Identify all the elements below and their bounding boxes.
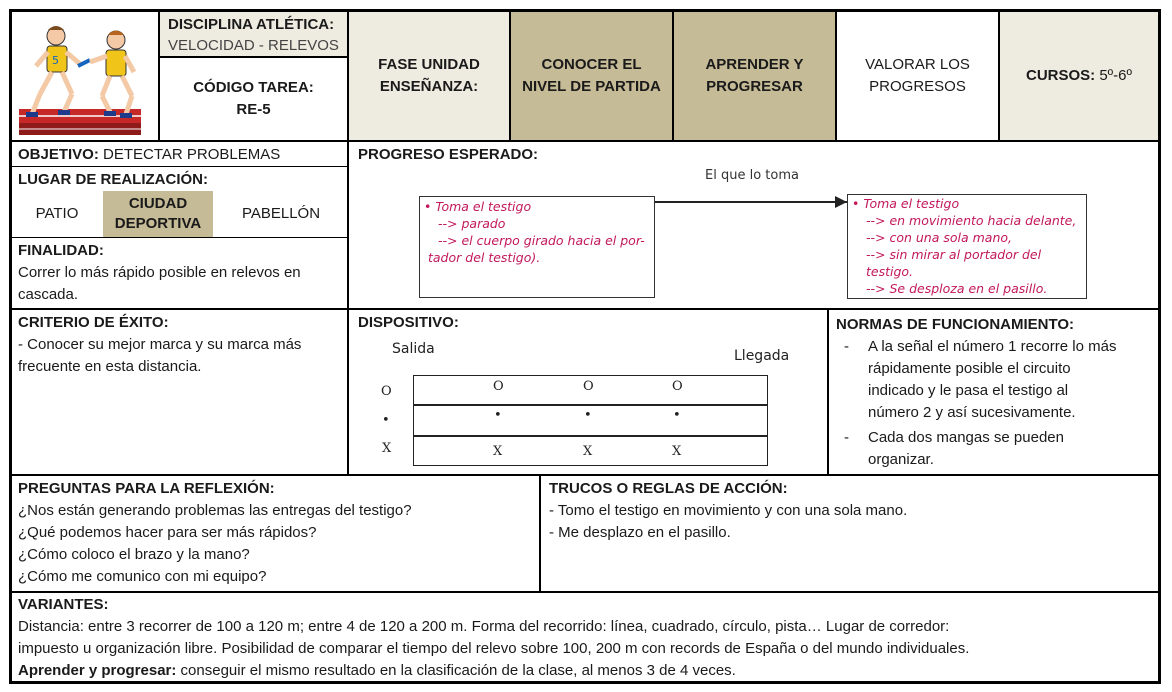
runner-marker: O [493, 379, 504, 394]
objective-label: OBJETIVO: [18, 146, 99, 163]
progress-box-before [419, 196, 655, 298]
phase-option-line: PROGRESOS [869, 78, 966, 95]
code-label: CÓDIGO TAREA: [193, 79, 314, 96]
divider [9, 308, 1161, 310]
runner-marker: O [672, 379, 683, 394]
trick-item: - Tomo el testigo en movimiento y con una sola mano. [549, 502, 908, 519]
divider [9, 140, 1161, 142]
success-line: frecuente en esta distancia. [18, 358, 202, 375]
progress-line: tador del testigo). [428, 250, 541, 265]
progress-line: --> el cuerpo girado hacia el por- [438, 233, 645, 248]
progress-line: --> con una sola mano, [866, 230, 1013, 245]
phase-option-valorar[interactable] [837, 12, 998, 140]
progress-line: • Toma el testigo [852, 196, 960, 211]
objective-value: DETECTAR PROBLEMAS [103, 146, 281, 163]
phase-option-line: APRENDER Y [705, 56, 804, 73]
place-option-line: DEPORTIVA [114, 215, 202, 232]
runner-marker: X [672, 444, 682, 459]
runner-marker: • [584, 408, 592, 423]
progress-line: --> Se desploza en el pasillo. [866, 281, 1048, 296]
purpose-line: cascada. [18, 286, 79, 303]
device-label: DISPOSITIVO: [358, 314, 459, 331]
progress-line: --> parado [438, 216, 506, 231]
purpose-label: FINALIDAD: [18, 242, 104, 259]
phase-label-line: FASE UNIDAD [378, 56, 480, 73]
divider [9, 591, 1161, 593]
divider [347, 140, 349, 474]
variants-line3-text: conseguir el mismo resultado en la clasificación de la clase, al menos 3 de 4 veces. [176, 662, 736, 679]
phase-option-line: CONOCER EL [541, 56, 642, 73]
courses-value: 5º-6º [1099, 67, 1132, 84]
rules-line: rápidamente posible el circuito [868, 360, 1071, 377]
start-label: Salida [392, 341, 435, 357]
discipline-value: VELOCIDAD - RELEVOS [168, 37, 339, 54]
arrow-caption: El que lo toma [705, 168, 799, 183]
divider [12, 237, 347, 238]
runner-marker: • [382, 413, 390, 428]
success-line: - Conocer su mejor marca y su marca más [18, 336, 302, 353]
trick-item: - Me desplazo en el pasillo. [549, 524, 731, 541]
svg-text:5: 5 [52, 54, 59, 67]
phase-option-line: NIVEL DE PARTIDA [522, 78, 661, 95]
runner-marker: • [673, 408, 681, 423]
code-value: RE-5 [236, 101, 271, 118]
divider [9, 474, 1161, 476]
divider [827, 308, 829, 474]
objective [18, 144, 280, 166]
purpose-line: Correr lo más rápido posible en relevos en [18, 264, 301, 281]
success-label: CRITERIO DE ÉXITO: [18, 314, 169, 331]
arrow-right-icon [835, 196, 847, 208]
progress-line: --> en movimiento hacia delante, [866, 213, 1077, 228]
phase-label [349, 12, 509, 140]
phase-option-line: VALORAR LOS [865, 56, 970, 73]
question-item: ¿Cómo me comunico con mi equipo? [18, 568, 267, 585]
runner-marker: X [382, 441, 392, 456]
phase-option-line: PROGRESAR [706, 78, 803, 95]
progress-line: --> sin mirar al portador del testigo. [866, 247, 1042, 279]
rules-line: organizar. [868, 451, 934, 468]
question-item: ¿Nos están generando problemas las entregas del testigo? [18, 502, 412, 519]
courses [1000, 12, 1158, 140]
variants-line: impuesto u organización libre. Posibilidad de comparar el tiempo del relevo sobre 100, 200 m con records de España o del mundo individuales. [18, 640, 970, 657]
place-option-pabellon[interactable]: PABELLÓN [241, 205, 321, 222]
rules-line: Cada dos mangas se pueden [868, 429, 1064, 446]
progress-line: • Toma el testigo [424, 199, 532, 214]
question-item: ¿Cómo coloco el brazo y la mano? [18, 546, 250, 563]
place-label: LUGAR DE REALIZACIÓN: [18, 171, 208, 188]
runner-marker: X [493, 444, 503, 459]
runner-marker: X [583, 444, 593, 459]
place-option-line: CIUDAD [128, 195, 188, 212]
rules-label: NORMAS DE FUNCIONAMIENTO: [836, 316, 1075, 333]
runner-marker: O [583, 379, 594, 394]
tricks-label: TRUCOS O REGLAS DE ACCIÓN: [549, 480, 788, 497]
relay-runners-icon [14, 14, 156, 138]
variants-label: VARIANTES: [18, 596, 109, 613]
discipline-label: DISCIPLINA ATLÉTICA: [168, 16, 335, 33]
runner-marker: O [381, 384, 392, 399]
divider [12, 166, 347, 167]
tricks-list [549, 500, 907, 544]
place-option-patio[interactable]: PATIO [35, 205, 79, 222]
rules-line: A la señal el número 1 recorre lo más [868, 338, 1117, 355]
divider [539, 474, 541, 591]
place-option-ciudad-deportiva[interactable] [103, 191, 213, 237]
finish-label: Llegada [734, 348, 790, 364]
rules-item [868, 427, 1064, 471]
progress-arrow-line [655, 201, 847, 203]
questions-label: PREGUNTAS PARA LA REFLEXIÓN: [18, 480, 275, 497]
runner-marker: • [494, 408, 502, 423]
rules-line: indicado y le pasa el testigo al [868, 382, 1069, 399]
rules-bullet: - [844, 429, 849, 446]
progress-box-after [847, 194, 1087, 299]
task-code [160, 58, 347, 140]
courses-label: CURSOS: [1026, 67, 1096, 84]
progress-label: PROGRESO ESPERADO: [358, 146, 539, 163]
phase-option-conocer[interactable] [511, 12, 672, 140]
variants-line: Distancia: entre 3 recorrer de 100 a 120 m; entre 4 de 120 a 200 m. Forma del recorrido: línea, cuadrado, círculo, pista… Lugar de corredor: [18, 618, 950, 635]
variants-line3-label: Aprender y progresar: [18, 662, 177, 679]
phase-option-aprender[interactable] [674, 12, 835, 140]
question-item: ¿Qué podemos hacer para ser más rápidos? [18, 524, 317, 541]
phase-label-line: ENSEÑANZA: [379, 78, 479, 95]
questions-list [18, 500, 412, 588]
rules-bullet: - [844, 338, 849, 355]
rules-item [868, 336, 1116, 424]
variants-line [18, 660, 736, 682]
rules-line: número 2 y así sucesivamente. [868, 404, 1076, 421]
